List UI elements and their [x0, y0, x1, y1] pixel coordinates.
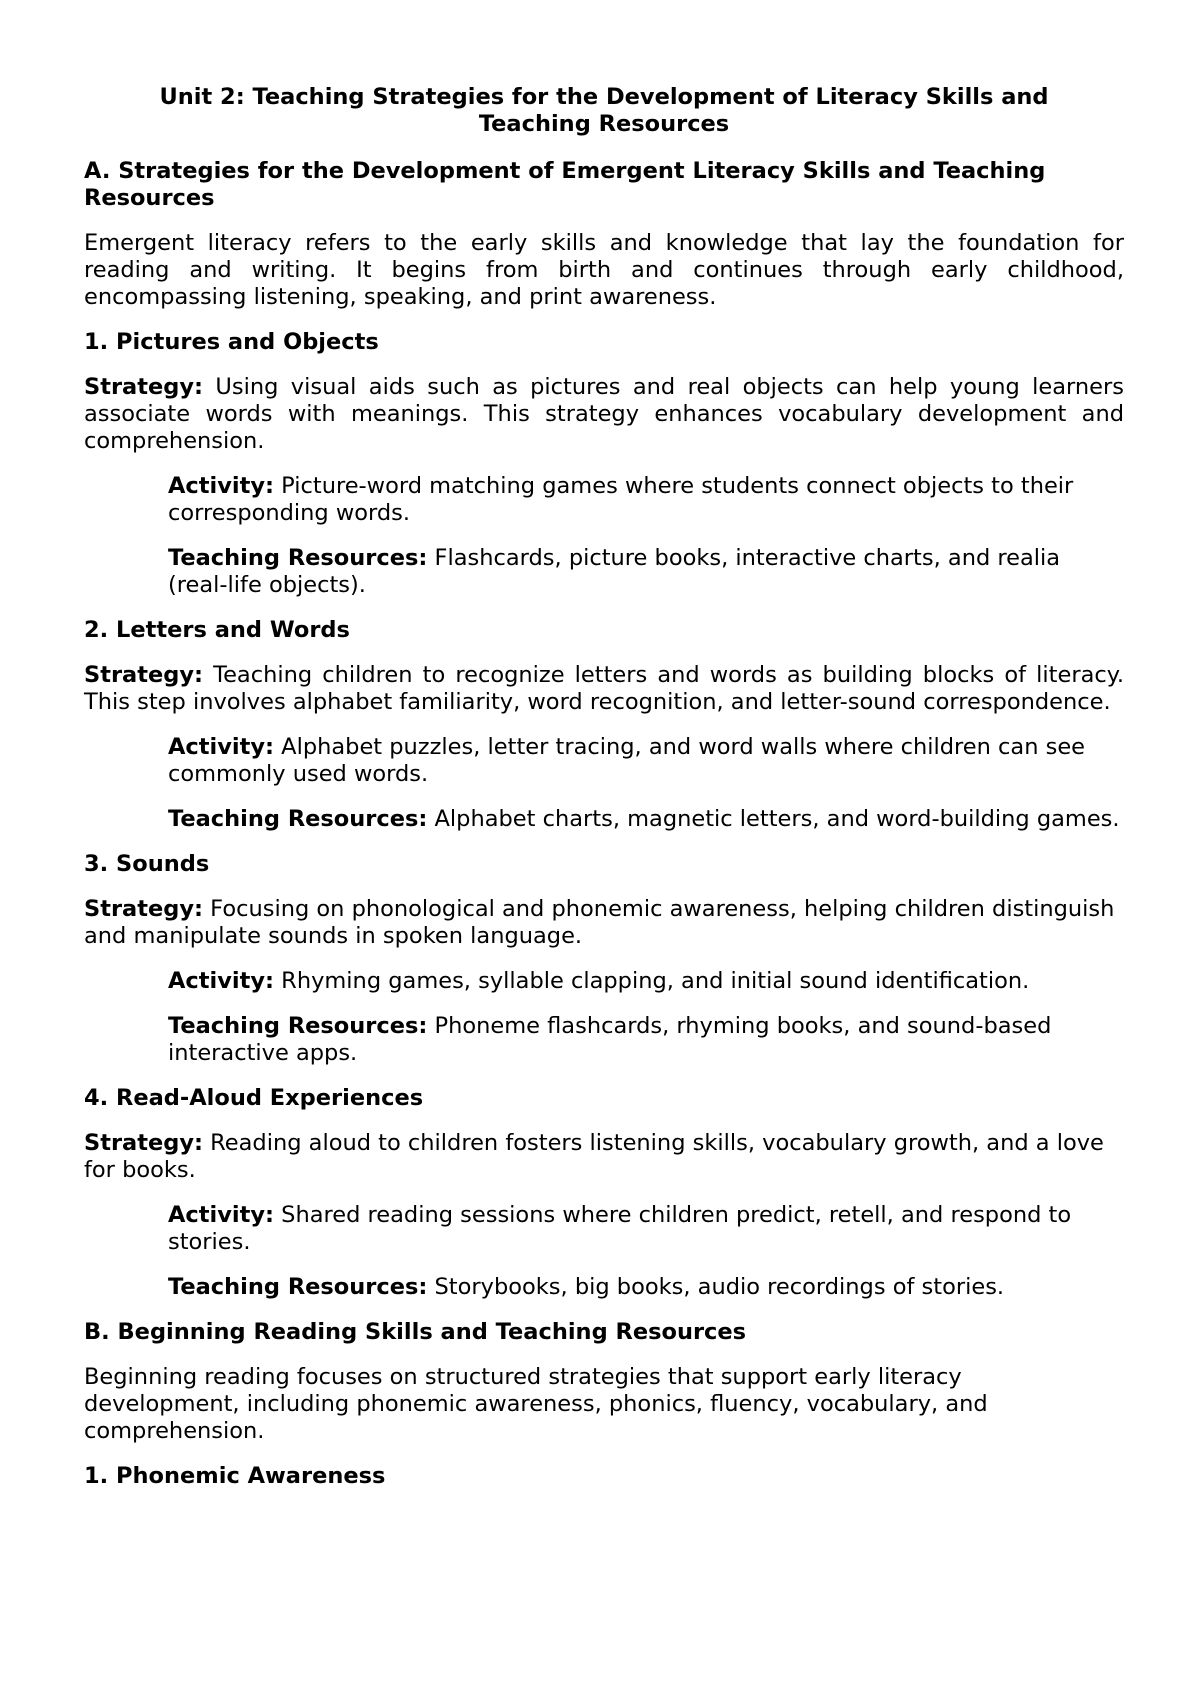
- activity-text: Alphabet puzzles, letter tracing, and word walls where children can see commonly used words.: [168, 734, 1086, 787]
- item-heading-letters-words: 2. Letters and Words: [84, 617, 350, 643]
- section-a-heading: A. Strategies for the Development of Emergent Literacy Skills and Teaching Resources: [84, 158, 1046, 211]
- page-title: Unit 2: Teaching Strategies for the Development of Literacy Skills and Teaching Resources: [159, 84, 1049, 137]
- resources-label: Teaching Resources:: [168, 1274, 428, 1300]
- resources-text: Phoneme flashcards, rhyming books, and sound-based interactive apps.: [168, 1013, 1052, 1066]
- item-resources-pictures-objects: [168, 545, 1124, 599]
- section-b-heading: B. Beginning Reading Skills and Teaching Resources: [84, 1319, 747, 1345]
- strategy-text: Reading aloud to children fosters listening skills, vocabulary growth, and a love for books.: [84, 1130, 1104, 1183]
- item-strategy-sounds: [84, 896, 1124, 950]
- item-heading-sounds: 3. Sounds: [84, 851, 210, 877]
- item-heading-read-aloud: 4. Read-Aloud Experiences: [84, 1085, 424, 1111]
- section-b-intro: Beginning reading focuses on structured strategies that support early literacy development, including phonemic awareness, phonics, fluency, vocabulary, and comprehension.: [84, 1364, 988, 1444]
- item-heading-pictures-objects: 1. Pictures and Objects: [84, 329, 379, 355]
- strategy-label: Strategy:: [84, 662, 204, 688]
- strategy-text: Using visual aids such as pictures and real objects can help young learners associate words with meanings. This strategy enhances vocabulary development and comprehension.: [84, 374, 1124, 454]
- activity-text: Picture-word matching games where students connect objects to their corresponding words.: [168, 473, 1074, 526]
- item-strategy-pictures-objects: [84, 374, 1124, 455]
- item-activity-read-aloud: [168, 1202, 1124, 1256]
- section-a-intro: Emergent literacy refers to the early skills and knowledge that lay the foundation for reading and writing. It begins from birth and continues through early childhood, encompassing listening, speaking, and print awareness.: [84, 230, 1124, 310]
- item-strategy-letters-words: [84, 662, 1124, 716]
- resources-label: Teaching Resources:: [168, 1013, 428, 1039]
- strategy-text: Teaching children to recognize letters and words as building blocks of literacy. This step involves alphabet familiarity, word recognition, and letter-sound correspondence.: [84, 662, 1124, 715]
- item-resources-letters-words: [168, 806, 1124, 833]
- item-heading-phonemic-awareness: 1. Phonemic Awareness: [84, 1463, 386, 1489]
- resources-text: Flashcards, picture books, interactive charts, and realia (real-life objects).: [168, 545, 1061, 598]
- strategy-label: Strategy:: [84, 896, 204, 922]
- strategy-text: Focusing on phonological and phonemic awareness, helping children distinguish and manipulate sounds in spoken language.: [84, 896, 1115, 949]
- resources-text: Storybooks, big books, audio recordings of stories.: [427, 1274, 1005, 1300]
- resources-label: Teaching Resources:: [168, 806, 428, 832]
- item-activity-pictures-objects: [168, 473, 1124, 527]
- item-activity-letters-words: [168, 734, 1124, 788]
- activity-text: Rhyming games, syllable clapping, and initial sound identification.: [274, 968, 1030, 994]
- item-resources-sounds: [168, 1013, 1124, 1067]
- item-resources-read-aloud: [168, 1274, 1124, 1301]
- item-activity-sounds: [168, 968, 1124, 995]
- activity-label: Activity:: [168, 473, 275, 499]
- strategy-label: Strategy:: [84, 1130, 204, 1156]
- activity-text: Shared reading sessions where children predict, retell, and respond to stories.: [168, 1202, 1072, 1255]
- resources-text: Alphabet charts, magnetic letters, and word-building games.: [427, 806, 1120, 832]
- activity-label: Activity:: [168, 734, 275, 760]
- strategy-label: Strategy:: [84, 374, 204, 400]
- activity-label: Activity:: [168, 968, 275, 994]
- resources-label: Teaching Resources:: [168, 545, 428, 571]
- document-page: [84, 84, 1124, 1508]
- item-strategy-read-aloud: [84, 1130, 1124, 1184]
- activity-label: Activity:: [168, 1202, 275, 1228]
